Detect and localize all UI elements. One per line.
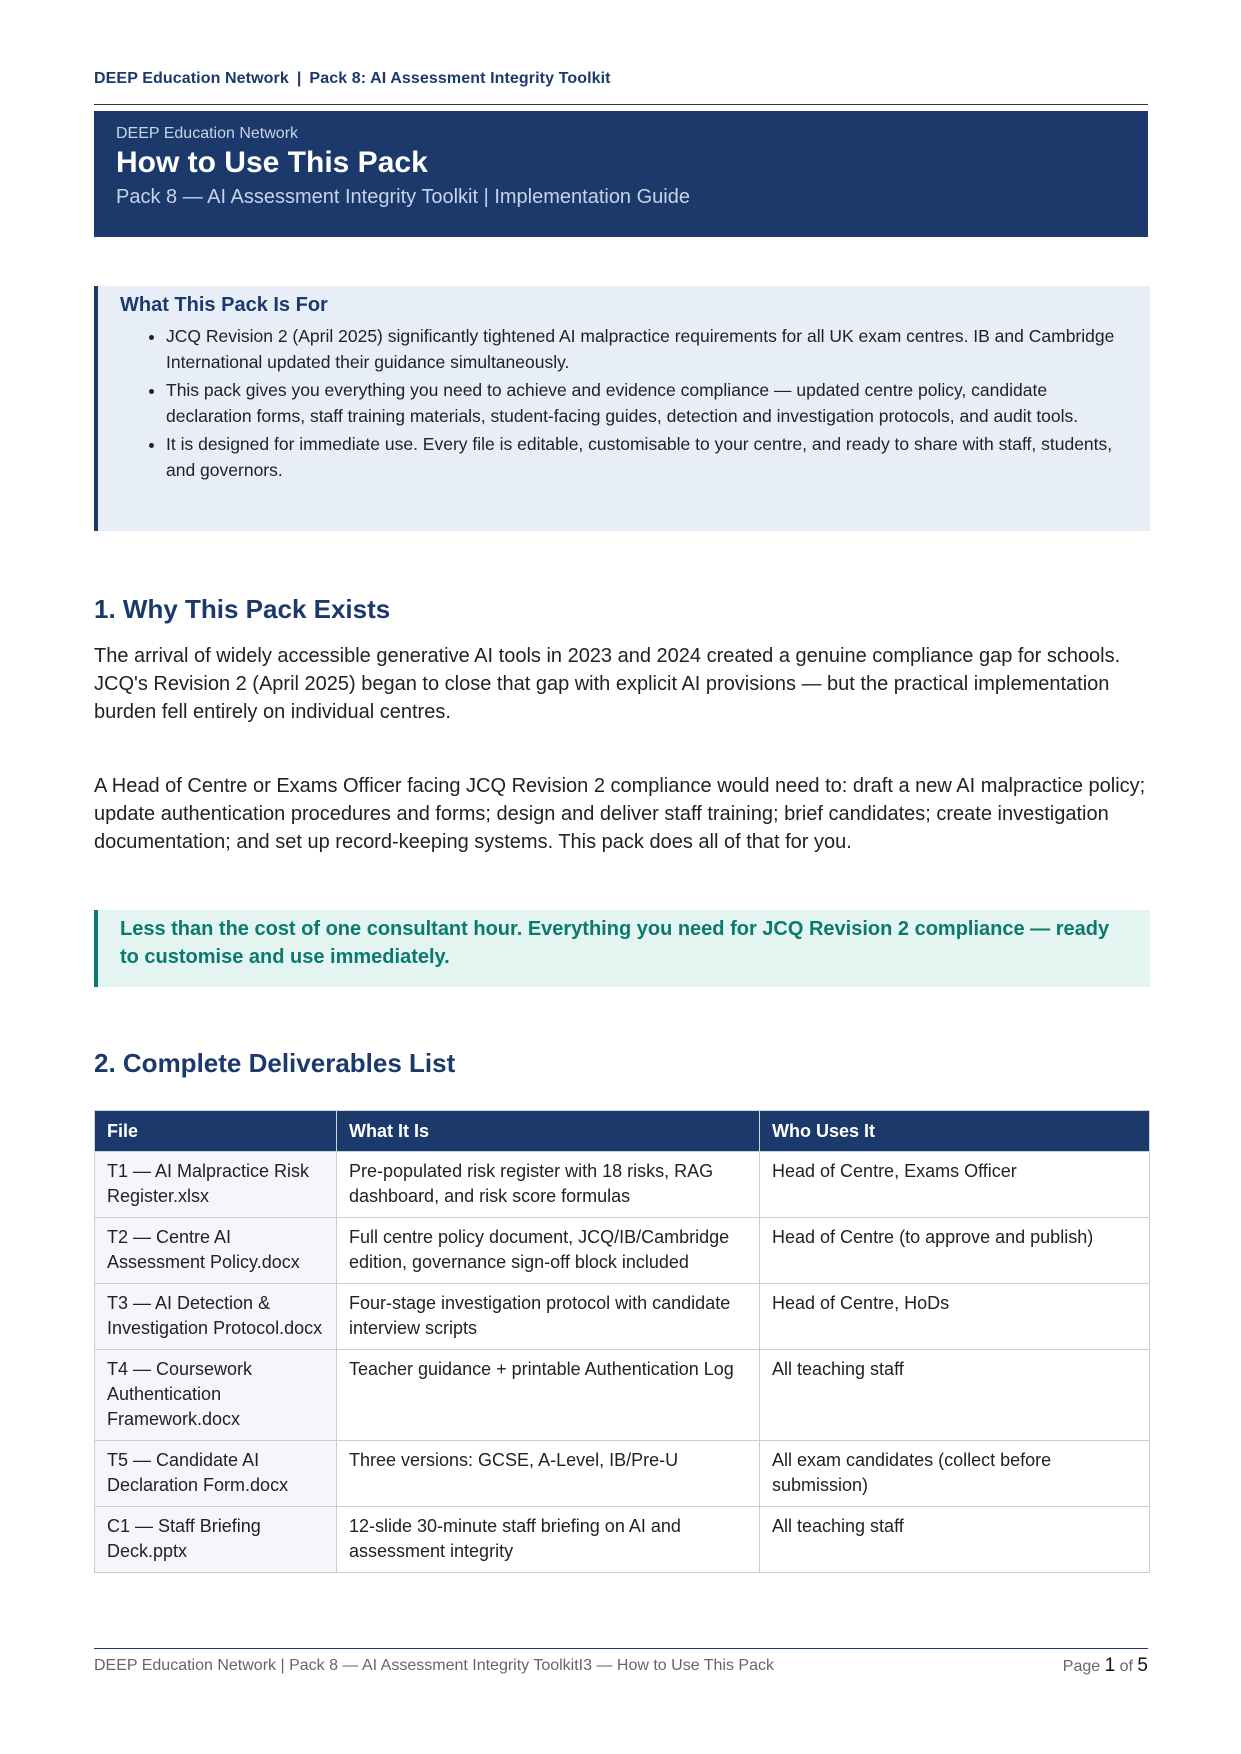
cell-who: Head of Centre, Exams Officer (760, 1152, 1150, 1218)
cell-file: C1 — Staff Briefing Deck.pptx (95, 1507, 337, 1573)
banner-org: DEEP Education Network (116, 125, 299, 142)
page-current: 1 (1104, 1655, 1116, 1676)
section-1-heading: 1. Why This Pack Exists (94, 594, 391, 624)
running-header (94, 70, 611, 88)
cell-who: All teaching staff (760, 1350, 1150, 1441)
cell-who: All teaching staff (760, 1507, 1150, 1573)
title-banner (94, 111, 1148, 237)
table-row (95, 1218, 1150, 1284)
cell-what: Four-stage investigation protocol with candidate interview scripts (337, 1284, 760, 1350)
footer-divider (94, 1648, 1148, 1649)
cell-who: Head of Centre, HoDs (760, 1284, 1150, 1350)
column-header-file: File (95, 1111, 337, 1152)
running-header-org: DEEP Education Network (94, 70, 289, 87)
purpose-list (120, 323, 1128, 483)
cell-file: T1 — AI Malpractice Risk Register.xlsx (95, 1152, 337, 1218)
page-title: How to Use This Pack (116, 146, 428, 179)
section-1-paragraph-1: The arrival of widely accessible generative AI tools in 2023 and 2024 created a genuine compliance gap for schools. JCQ's Revision 2 (April 2025) began to close that gap with explicit AI provisions — but the practical implementation burden fell entirely on individual centres. (94, 645, 1121, 723)
page-number (1063, 1655, 1148, 1677)
page-total: 5 (1137, 1655, 1148, 1676)
purpose-callout (94, 286, 1150, 531)
table-row (95, 1152, 1150, 1218)
cell-what: Full centre policy document, JCQ/IB/Cambridge edition, governance sign-off block included (337, 1218, 760, 1284)
section-1-paragraph-2: A Head of Centre or Exams Officer facing JCQ Revision 2 compliance would need to: draft a new AI malpractice policy; update authentication procedures and forms; design and deliver staff training; brief candidates; create investigation documentation; and set up record-keeping systems. This pack does all of that for you. (94, 775, 1146, 853)
column-header-what: What It Is (337, 1111, 760, 1152)
cell-who: All exam candidates (collect before submission) (760, 1441, 1150, 1507)
running-header-separator: | (296, 70, 302, 87)
cell-what: Three versions: GCSE, A-Level, IB/Pre-U (337, 1441, 760, 1507)
column-header-who: Who Uses It (760, 1111, 1150, 1152)
cell-file: T2 — Centre AI Assessment Policy.docx (95, 1218, 337, 1284)
cell-file: T3 — AI Detection & Investigation Protocol.docx (95, 1284, 337, 1350)
cell-what: 12-slide 30-minute staff briefing on AI and assessment integrity (337, 1507, 760, 1573)
banner-subtitle: Pack 8 — AI Assessment Integrity Toolkit | Implementation Guide (116, 186, 690, 208)
table-row (95, 1441, 1150, 1507)
purpose-bullet: • It is designed for immediate use. Every file is editable, customisable to your centre, and ready to share with staff, students, and governors. (166, 431, 1128, 483)
header-divider (94, 104, 1148, 105)
section-2-heading: 2. Complete Deliverables List (94, 1048, 456, 1078)
cell-file: T4 — Coursework Authentication Framework.docx (95, 1350, 337, 1441)
footer-text: DEEP Education Network | Pack 8 — AI Assessment Integrity ToolkitI3 — How to Use This Pack (94, 1657, 774, 1674)
cell-what: Teacher guidance + printable Authentication Log (337, 1350, 760, 1441)
table-header-row (95, 1111, 1150, 1152)
cell-what: Pre-populated risk register with 18 risks, RAG dashboard, and risk score formulas (337, 1152, 760, 1218)
purpose-bullet: • JCQ Revision 2 (April 2025) significantly tightened AI malpractice requirements for all UK exam centres. IB and Cambridge International updated their guidance simultaneously. (166, 323, 1128, 375)
page-of: of (1119, 1658, 1133, 1675)
running-header-pack: Pack 8: AI Assessment Integrity Toolkit (309, 70, 611, 87)
value-highlight: Less than the cost of one consultant hour. Everything you need for JCQ Revision 2 compliance — ready to customise and use immediately. (94, 910, 1150, 987)
page-label: Page (1062, 1658, 1101, 1675)
cell-who: Head of Centre (to approve and publish) (760, 1218, 1150, 1284)
table-row (95, 1350, 1150, 1441)
purpose-heading: What This Pack Is For (120, 294, 328, 316)
table-row (95, 1507, 1150, 1573)
purpose-bullet: • This pack gives you everything you need to achieve and evidence compliance — updated centre policy, candidate declaration forms, staff training materials, student-facing guides, detection and investigation protocols, and audit tools. (166, 377, 1128, 429)
table-row (95, 1284, 1150, 1350)
deliverables-table (94, 1110, 1150, 1573)
cell-file: T5 — Candidate AI Declaration Form.docx (95, 1441, 337, 1507)
